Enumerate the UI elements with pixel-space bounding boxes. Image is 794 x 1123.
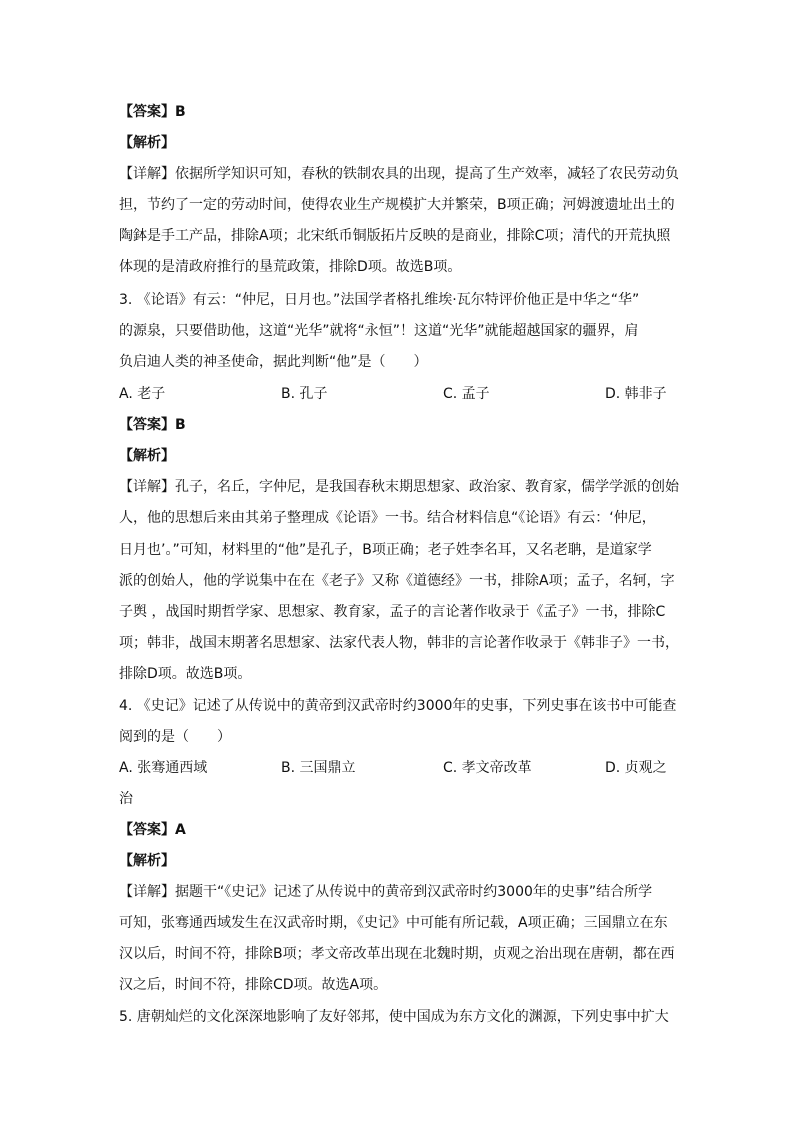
option-d-wrap: 治	[119, 791, 133, 807]
question-line: 的源泉，只要借助他，这道“光华”就将“永恒”！这道“光华”就能超越国家的疆界，肩	[119, 323, 639, 339]
detail-line: 担，节约了一定的劳动时间，使得农业生产规模扩大并繁荣，B项正确；河姆渡遗址出土的	[119, 197, 675, 213]
detail-line: 可知，张骞通西域发生在汉武帝时期，《史记》中可能有所记载，A项正确；三国鼎立在东	[119, 915, 668, 931]
detail-line: 体现的是清政府推行的垦荒政策，排除D项。故选B项。	[119, 259, 462, 275]
answer-label: 【答案】B	[119, 104, 186, 120]
detail-line: 派的创始人，他的学说集中在在《老子》又称《道德经》一书，排除A项；孟子，名轲，字	[119, 573, 675, 589]
question-line: 3. 《论语》有云：“仲尼，日月也。”法国学者格扎维埃·瓦尔特评价他正是中华之“华”	[119, 292, 640, 308]
option-d: D. 韩非子	[605, 386, 667, 402]
detail-line: 【详解】据题干“《史记》记述了从传说中的黄帝到汉武帝时约3000年的史事”结合所学	[119, 884, 653, 900]
answer-label: 【答案】A	[119, 822, 186, 838]
detail-line: 【详解】依据所学知识可知，春秋的铁制农具的出现，提高了生产效率，减轻了农民劳动负	[119, 166, 679, 182]
question-line: 4. 《史记》记述了从传说中的黄帝到汉武帝时约3000年的史事，下列史事在该书中可能查	[119, 698, 677, 714]
option-b: B. 三国鼎立	[281, 760, 356, 776]
option-c: C. 孟子	[443, 386, 490, 402]
analysis-label: 【解析】	[119, 135, 175, 151]
question-line: 负启迪人类的神圣使命，据此判断“他”是（ ）	[119, 354, 428, 370]
detail-line: 汉以后，时间不符，排除B项；孝文帝改革出现在北魏时期，贞观之治出现在唐朝，都在西	[119, 946, 675, 962]
option-c: C. 孝文帝改革	[443, 760, 532, 776]
detail-line: 日月也’。”可知，材料里的“他”是孔子，B项正确；老子姓李名耳，又名老聃，是道家学	[119, 542, 652, 558]
option-b: B. 孔子	[281, 386, 328, 402]
detail-line: 人，他的思想后来由其弟子整理成《论语》一书。结合材料信息“《论语》有云：‘仲尼，	[119, 510, 656, 526]
detail-line: 陶鉢是手工产品，排除A项；北宋纸币铜版拓片反映的是商业，排除C项；清代的开荒执照	[119, 228, 671, 244]
question-line: 5. 唐朝灿烂的文化深深地影响了友好邻邦，使中国成为东方文化的渊源，下列史事中扩大	[119, 1009, 669, 1025]
detail-line: 项；韩非，战国末期著名思想家、法家代表人物，韩非的言论著作收录于《韩非子》一书，	[119, 635, 679, 651]
detail-line: 子舆 ，战国时期哲学家、思想家、教育家，孟子的言论著作收录于《孟子》一书，排除C	[119, 604, 666, 620]
answer-label: 【答案】B	[119, 417, 186, 433]
analysis-label: 【解析】	[119, 448, 175, 464]
detail-line: 汉之后，时间不符，排除CD项。故选A项。	[119, 977, 388, 993]
question-line: 阅到的是（ ）	[119, 729, 231, 745]
option-d: D. 贞观之	[605, 760, 667, 776]
detail-line: 排除D项。故选B项。	[119, 666, 252, 682]
option-a: A. 老子	[119, 386, 166, 402]
detail-line: 【详解】孔子，名丘，字仲尼，是我国春秋末期思想家、政治家、教育家，儒学学派的创始	[119, 479, 679, 495]
analysis-label: 【解析】	[119, 853, 175, 869]
option-a: A. 张骞通西域	[119, 760, 208, 776]
